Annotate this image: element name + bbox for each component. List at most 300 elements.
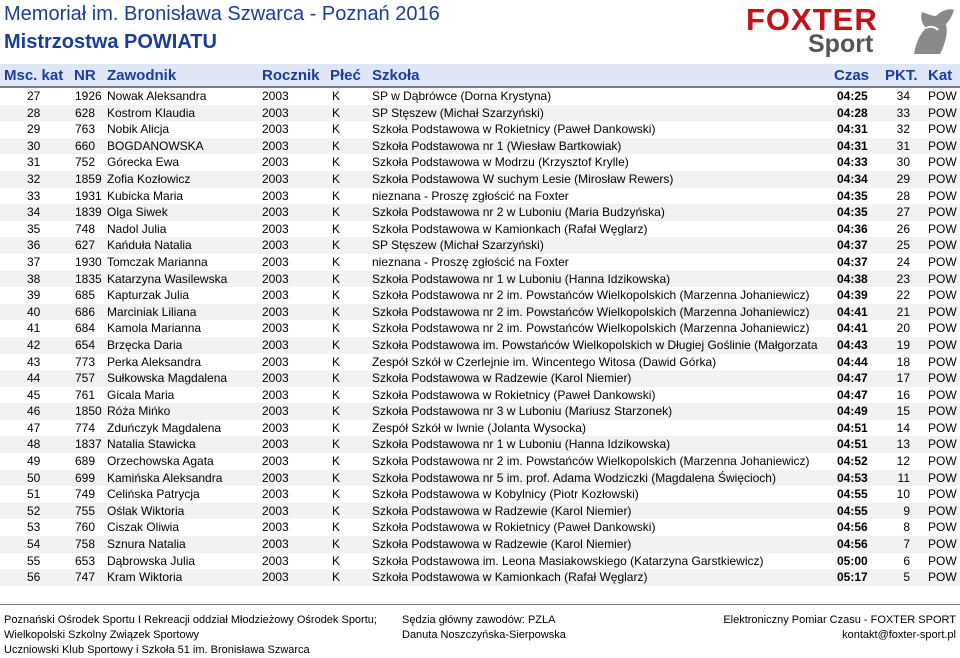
cell-school: nieznana - Proszę zgłościć na Foxter bbox=[372, 254, 569, 269]
cell-time: 04:55 bbox=[837, 487, 868, 502]
table-row bbox=[0, 403, 960, 420]
cell-school: Szkoła Podstawowa nr 2 im. Powstańców Wielkopolskich (Marzenna Johaniewicz) bbox=[372, 304, 810, 319]
table-row bbox=[0, 387, 960, 404]
cell-time: 04:47 bbox=[837, 371, 868, 386]
cell-sex: K bbox=[332, 537, 341, 552]
cell-category: POW bbox=[928, 470, 957, 485]
cell-place: 35 bbox=[27, 221, 41, 236]
cell-points: 30 bbox=[896, 155, 910, 170]
cell-year: 2003 bbox=[262, 371, 289, 386]
cell-sex: K bbox=[332, 105, 341, 120]
cell-school: Zespół Szkół w Czerlejnie im. Wincentego Witosa (Dawid Górka) bbox=[372, 354, 717, 369]
cell-year: 2003 bbox=[262, 354, 289, 369]
cell-points: 16 bbox=[896, 387, 910, 402]
cell-year: 2003 bbox=[262, 520, 289, 535]
cell-school: Szkoła Podstawowa w Radzewie (Karol Niemier) bbox=[372, 371, 632, 386]
table-row bbox=[0, 287, 960, 304]
cell-year: 2003 bbox=[262, 155, 289, 170]
cell-place: 40 bbox=[27, 304, 41, 319]
cell-school: Szkoła Podstawowa nr 1 (Wiesław Bartkowiak) bbox=[372, 138, 622, 153]
cell-time: 04:47 bbox=[837, 387, 868, 402]
cell-category: POW bbox=[928, 105, 957, 120]
cell-school: Szkoła Podstawowa w Rokietnicy (Paweł Dankowski) bbox=[372, 520, 656, 535]
cell-bib: 654 bbox=[75, 337, 96, 352]
cell-category: POW bbox=[928, 155, 957, 170]
footer-judge-label: Sędzia główny zawodów: PZLA bbox=[402, 614, 556, 626]
table-row bbox=[0, 88, 960, 105]
cell-bib: 752 bbox=[75, 155, 96, 170]
table-row bbox=[0, 254, 960, 271]
cell-time: 04:31 bbox=[837, 138, 868, 153]
cell-bib: 1839 bbox=[75, 205, 102, 220]
cell-year: 2003 bbox=[262, 188, 289, 203]
cell-points: 34 bbox=[896, 89, 910, 103]
cell-sex: K bbox=[332, 454, 341, 469]
cell-athlete: Róża Mińko bbox=[107, 404, 171, 419]
cell-year: 2003 bbox=[262, 271, 289, 286]
footer-timing: Elektroniczny Pomiar Czasu - FOXTER SPORT bbox=[723, 614, 956, 626]
table-row bbox=[0, 154, 960, 171]
table-row bbox=[0, 536, 960, 553]
cell-category: POW bbox=[928, 387, 957, 402]
cell-category: POW bbox=[928, 570, 957, 585]
cell-place: 54 bbox=[27, 537, 41, 552]
cell-category: POW bbox=[928, 454, 957, 469]
cell-bib: 749 bbox=[75, 487, 96, 502]
cell-time: 04:56 bbox=[837, 520, 868, 535]
cell-school: Szkoła Podstawowa W suchym Lesie (Mirosław Rewers) bbox=[372, 171, 674, 186]
table-row bbox=[0, 271, 960, 288]
cell-place: 41 bbox=[27, 321, 41, 336]
cell-category: POW bbox=[928, 89, 957, 103]
cell-time: 04:25 bbox=[837, 89, 868, 103]
cell-athlete: Nowak Aleksandra bbox=[107, 89, 207, 103]
cell-points: 27 bbox=[896, 205, 910, 220]
cell-category: POW bbox=[928, 138, 957, 153]
cell-place: 43 bbox=[27, 354, 41, 369]
cell-school: Szkoła Podstawowa w Radzewie (Karol Niemier) bbox=[372, 537, 632, 552]
cell-sex: K bbox=[332, 520, 341, 535]
cell-year: 2003 bbox=[262, 387, 289, 402]
cell-category: POW bbox=[928, 171, 957, 186]
cell-place: 49 bbox=[27, 454, 41, 469]
cell-school: Szkoła Podstawowa w Kobylnicy (Piotr Kozłowski) bbox=[372, 487, 639, 502]
cell-time: 04:35 bbox=[837, 188, 868, 203]
cell-bib: 757 bbox=[75, 371, 96, 386]
table-row bbox=[0, 519, 960, 536]
cell-place: 27 bbox=[27, 89, 41, 103]
cell-athlete: BOGDANOWSKA bbox=[107, 138, 204, 153]
table-row bbox=[0, 237, 960, 254]
cell-bib: 1859 bbox=[75, 171, 102, 186]
logo-text-sport: Sport bbox=[808, 30, 874, 58]
cell-time: 04:35 bbox=[837, 205, 868, 220]
cell-time: 04:51 bbox=[837, 437, 868, 452]
cell-year: 2003 bbox=[262, 337, 289, 352]
cell-bib: 684 bbox=[75, 321, 96, 336]
cell-points: 8 bbox=[903, 520, 910, 535]
cell-points: 13 bbox=[896, 437, 910, 452]
cell-time: 04:56 bbox=[837, 537, 868, 552]
cell-school: Szkoła Podstawowa im. Leona Masiakowskiego (Katarzyna Garstkiewicz) bbox=[372, 553, 764, 568]
footer-judge-name: Danuta Noszczyńska-Sierpowska bbox=[402, 629, 566, 641]
cell-category: POW bbox=[928, 205, 957, 220]
cell-school: Szkoła Podstawowa w Kamionkach (Rafał Węglarz) bbox=[372, 221, 648, 236]
cell-year: 2003 bbox=[262, 420, 289, 435]
cell-bib: 699 bbox=[75, 470, 96, 485]
cell-sex: K bbox=[332, 354, 341, 369]
footer-org1: Poznański Ośrodek Sportu I Rekreacji oddział Młodzieżowy Ośrodek Sportu; bbox=[4, 614, 377, 626]
cell-year: 2003 bbox=[262, 537, 289, 552]
cell-year: 2003 bbox=[262, 321, 289, 336]
cell-sex: K bbox=[332, 321, 341, 336]
cell-category: POW bbox=[928, 537, 957, 552]
cell-bib: 1931 bbox=[75, 188, 102, 203]
table-row bbox=[0, 503, 960, 520]
cell-bib: 1850 bbox=[75, 404, 102, 419]
cell-category: POW bbox=[928, 288, 957, 303]
cell-points: 14 bbox=[896, 420, 910, 435]
cell-category: POW bbox=[928, 238, 957, 253]
cell-sex: K bbox=[332, 437, 341, 452]
cell-category: POW bbox=[928, 122, 957, 137]
cell-bib: 1835 bbox=[75, 271, 102, 286]
cell-points: 10 bbox=[896, 487, 910, 502]
cell-athlete: Zofia Kozłowicz bbox=[107, 171, 191, 186]
cell-place: 38 bbox=[27, 271, 41, 286]
cell-sex: K bbox=[332, 553, 341, 568]
cell-points: 18 bbox=[896, 354, 910, 369]
cell-category: POW bbox=[928, 371, 957, 386]
cell-bib: 758 bbox=[75, 537, 96, 552]
cell-school: Zespół Szkół w Iwnie (Jolanta Wysocka) bbox=[372, 420, 586, 435]
cell-category: POW bbox=[928, 503, 957, 518]
logo-text-foxter: FOXTER bbox=[746, 2, 878, 37]
cell-school: Szkoła Podstawowa nr 5 im. prof. Adama Wodziczki (Magdalena Święcioch) bbox=[372, 470, 776, 485]
page-header bbox=[0, 0, 960, 60]
cell-points: 6 bbox=[903, 553, 910, 568]
cell-time: 04:44 bbox=[837, 354, 868, 369]
cell-category: POW bbox=[928, 188, 957, 203]
cell-bib: 627 bbox=[75, 238, 96, 253]
cell-category: POW bbox=[928, 354, 957, 369]
cell-bib: 761 bbox=[75, 387, 96, 402]
cell-athlete: Kram Wiktoria bbox=[107, 570, 183, 585]
cell-sex: K bbox=[332, 288, 341, 303]
cell-category: POW bbox=[928, 271, 957, 286]
cell-sex: K bbox=[332, 304, 341, 319]
table-row bbox=[0, 553, 960, 570]
cell-category: POW bbox=[928, 221, 957, 236]
cell-bib: 1930 bbox=[75, 254, 102, 269]
table-row bbox=[0, 370, 960, 387]
cell-year: 2003 bbox=[262, 503, 289, 518]
cell-points: 20 bbox=[896, 321, 910, 336]
cell-time: 05:00 bbox=[837, 553, 868, 568]
cell-sex: K bbox=[332, 337, 341, 352]
cell-athlete: Nobik Alicja bbox=[107, 122, 170, 137]
cell-category: POW bbox=[928, 487, 957, 502]
cell-place: 51 bbox=[27, 487, 41, 502]
cell-athlete: Brzęcka Daria bbox=[107, 337, 183, 352]
col-header-name: Zawodnik bbox=[107, 67, 177, 84]
table-row bbox=[0, 171, 960, 188]
cell-athlete: Gicala Maria bbox=[107, 387, 175, 402]
cell-points: 32 bbox=[896, 122, 910, 137]
cell-year: 2003 bbox=[262, 553, 289, 568]
cell-place: 55 bbox=[27, 553, 41, 568]
cell-bib: 1837 bbox=[75, 437, 102, 452]
cell-year: 2003 bbox=[262, 487, 289, 502]
cell-place: 42 bbox=[27, 337, 41, 352]
cell-sex: K bbox=[332, 89, 341, 103]
cell-year: 2003 bbox=[262, 138, 289, 153]
cell-athlete: Zduńczyk Magdalena bbox=[107, 420, 222, 435]
table-row bbox=[0, 453, 960, 470]
col-header-year: Rocznik bbox=[262, 67, 320, 84]
table-row bbox=[0, 121, 960, 138]
cell-points: 24 bbox=[896, 254, 910, 269]
cell-place: 45 bbox=[27, 387, 41, 402]
cell-school: Szkoła Podstawowa nr 3 w Luboniu (Mariusz Starzonek) bbox=[372, 404, 673, 419]
cell-sex: K bbox=[332, 205, 341, 220]
cell-year: 2003 bbox=[262, 122, 289, 137]
cell-place: 52 bbox=[27, 503, 41, 518]
page-footer bbox=[0, 612, 960, 658]
cell-category: POW bbox=[928, 337, 957, 352]
cell-sex: K bbox=[332, 470, 341, 485]
cell-points: 11 bbox=[897, 470, 910, 485]
cell-athlete: Kostrom Klaudia bbox=[107, 105, 196, 120]
table-row bbox=[0, 320, 960, 337]
cell-athlete: Orzechowska Agata bbox=[107, 454, 214, 469]
cell-year: 2003 bbox=[262, 254, 289, 269]
cell-athlete: Ciszak Oliwia bbox=[107, 520, 180, 535]
cell-points: 29 bbox=[896, 171, 910, 186]
cell-athlete: Sułkowska Magdalena bbox=[107, 371, 228, 386]
cell-bib: 628 bbox=[75, 105, 96, 120]
cell-place: 29 bbox=[27, 122, 41, 137]
col-header-pkt: PKT. bbox=[885, 67, 918, 84]
cell-sex: K bbox=[332, 122, 341, 137]
cell-school: SP w Dąbrówce (Dorna Krystyna) bbox=[372, 89, 552, 103]
cell-place: 36 bbox=[27, 238, 41, 253]
col-header-sex: Płeć bbox=[330, 67, 361, 84]
cell-athlete: Kańduła Natalia bbox=[107, 238, 192, 253]
cell-place: 39 bbox=[27, 288, 41, 303]
cell-place: 50 bbox=[27, 470, 41, 485]
cell-bib: 755 bbox=[75, 503, 96, 518]
cell-category: POW bbox=[928, 420, 957, 435]
footer-divider bbox=[0, 604, 960, 605]
cell-sex: K bbox=[332, 420, 341, 435]
cell-category: POW bbox=[928, 437, 957, 452]
cell-category: POW bbox=[928, 404, 957, 419]
cell-points: 19 bbox=[896, 337, 910, 352]
cell-school: Szkoła Podstawowa w Rokietnicy (Paweł Dankowski) bbox=[372, 122, 656, 137]
cell-athlete: Kubicka Maria bbox=[107, 188, 184, 203]
cell-bib: 685 bbox=[75, 288, 96, 303]
cell-time: 04:43 bbox=[837, 337, 868, 352]
cell-place: 46 bbox=[27, 404, 41, 419]
cell-school: Szkoła Podstawowa im. Powstańców Wielkopolskich w Długiej Goślinie (Małgorzata bbox=[372, 337, 818, 352]
cell-year: 2003 bbox=[262, 454, 289, 469]
cell-time: 04:49 bbox=[837, 404, 868, 419]
cell-time: 04:52 bbox=[837, 454, 868, 469]
cell-bib: 660 bbox=[75, 138, 96, 153]
cell-school: Szkoła Podstawowa w Rokietnicy (Paweł Dankowski) bbox=[372, 387, 656, 402]
cell-sex: K bbox=[332, 254, 341, 269]
cell-time: 04:41 bbox=[837, 321, 868, 336]
table-row bbox=[0, 304, 960, 321]
cell-athlete: Natalia Stawicka bbox=[107, 437, 196, 452]
col-header-msc: Msc. kat bbox=[4, 67, 64, 84]
cell-athlete: Oślak Wiktoria bbox=[107, 503, 185, 518]
cell-year: 2003 bbox=[262, 437, 289, 452]
cell-time: 04:39 bbox=[837, 288, 868, 303]
cell-year: 2003 bbox=[262, 171, 289, 186]
page-title: Memoriał im. Bronisława Szwarca - Poznań 2016 bbox=[4, 3, 440, 25]
cell-points: 25 bbox=[896, 238, 910, 253]
cell-points: 7 bbox=[903, 537, 910, 552]
cell-sex: K bbox=[332, 171, 341, 186]
cell-sex: K bbox=[332, 503, 341, 518]
cell-bib: 747 bbox=[75, 570, 96, 585]
cell-time: 04:28 bbox=[837, 105, 868, 120]
cell-bib: 763 bbox=[75, 122, 96, 137]
cell-bib: 748 bbox=[75, 221, 96, 236]
cell-year: 2003 bbox=[262, 304, 289, 319]
footer-org2: Wielkopolski Szkolny Związek Sportowy bbox=[4, 629, 200, 641]
footer-org3: Uczniowski Klub Sportowy i Szkoła 51 im. Bronisława Szwarca bbox=[4, 644, 310, 656]
table-row bbox=[0, 138, 960, 155]
cell-sex: K bbox=[332, 221, 341, 236]
cell-school: Szkoła Podstawowa nr 1 w Luboniu (Hanna Idzikowska) bbox=[372, 271, 671, 286]
cell-points: 26 bbox=[896, 221, 910, 236]
cell-bib: 689 bbox=[75, 454, 96, 469]
cell-sex: K bbox=[332, 404, 341, 419]
cell-year: 2003 bbox=[262, 570, 289, 585]
cell-place: 44 bbox=[27, 371, 41, 386]
col-header-nr: NR bbox=[74, 67, 96, 84]
cell-school: Szkoła Podstawowa w Kamionkach (Rafał Węglarz) bbox=[372, 570, 648, 585]
cell-place: 31 bbox=[27, 155, 41, 170]
cell-time: 04:38 bbox=[837, 271, 868, 286]
cell-time: 04:31 bbox=[837, 122, 868, 137]
cell-points: 17 bbox=[896, 371, 910, 386]
table-row bbox=[0, 420, 960, 437]
cell-time: 04:41 bbox=[837, 304, 868, 319]
cell-points: 12 bbox=[896, 454, 910, 469]
table-row bbox=[0, 204, 960, 221]
cell-time: 04:53 bbox=[837, 470, 868, 485]
col-header-school: Szkoła bbox=[372, 67, 420, 84]
cell-year: 2003 bbox=[262, 288, 289, 303]
table-row bbox=[0, 354, 960, 371]
cell-school: SP Stęszew (Michał Szarzyński) bbox=[372, 238, 544, 253]
cell-athlete: Kamola Marianna bbox=[107, 321, 202, 336]
cell-year: 2003 bbox=[262, 205, 289, 220]
cell-points: 31 bbox=[896, 138, 910, 153]
cell-athlete: Marciniak Liliana bbox=[107, 304, 197, 319]
cell-athlete: Dąbrowska Julia bbox=[107, 553, 196, 568]
cell-school: Szkoła Podstawowa nr 2 w Luboniu (Maria Budzyńska) bbox=[372, 205, 665, 220]
cell-athlete: Kapturzak Julia bbox=[107, 288, 190, 303]
cell-school: nieznana - Proszę zgłościć na Foxter bbox=[372, 188, 569, 203]
cell-bib: 653 bbox=[75, 553, 96, 568]
cell-bib: 774 bbox=[75, 420, 96, 435]
horse-head-icon bbox=[906, 4, 956, 56]
cell-time: 05:17 bbox=[837, 570, 868, 585]
cell-category: POW bbox=[928, 304, 957, 319]
cell-place: 33 bbox=[27, 188, 41, 203]
cell-points: 23 bbox=[896, 271, 910, 286]
cell-category: POW bbox=[928, 520, 957, 535]
table-row bbox=[0, 337, 960, 354]
cell-time: 04:37 bbox=[837, 238, 868, 253]
cell-time: 04:33 bbox=[837, 155, 868, 170]
cell-category: POW bbox=[928, 553, 957, 568]
cell-bib: 773 bbox=[75, 354, 96, 369]
cell-time: 04:37 bbox=[837, 254, 868, 269]
cell-school: SP Stęszew (Michał Szarzyński) bbox=[372, 105, 544, 120]
col-header-time: Czas bbox=[834, 67, 870, 84]
cell-place: 47 bbox=[27, 420, 41, 435]
cell-points: 5 bbox=[903, 570, 910, 585]
table-row bbox=[0, 221, 960, 238]
cell-bib: 686 bbox=[75, 304, 96, 319]
cell-points: 9 bbox=[903, 503, 910, 518]
table-row bbox=[0, 188, 960, 205]
cell-sex: K bbox=[332, 155, 341, 170]
table-row bbox=[0, 105, 960, 122]
cell-place: 53 bbox=[27, 520, 41, 535]
cell-bib: 760 bbox=[75, 520, 96, 535]
cell-points: 22 bbox=[896, 288, 910, 303]
cell-athlete: Celińska Patrycja bbox=[107, 487, 200, 502]
cell-school: Szkoła Podstawowa w Radzewie (Karol Niemier) bbox=[372, 503, 632, 518]
cell-sex: K bbox=[332, 238, 341, 253]
cell-place: 32 bbox=[27, 171, 41, 186]
table-row bbox=[0, 569, 960, 586]
table-row bbox=[0, 436, 960, 453]
cell-place: 48 bbox=[27, 437, 41, 452]
cell-place: 34 bbox=[27, 205, 41, 220]
cell-school: Szkoła Podstawowa w Modrzu (Krzysztof Krylle) bbox=[372, 155, 629, 170]
cell-points: 21 bbox=[896, 304, 910, 319]
cell-athlete: Perka Aleksandra bbox=[107, 354, 202, 369]
table-row bbox=[0, 470, 960, 487]
cell-year: 2003 bbox=[262, 404, 289, 419]
cell-points: 15 bbox=[896, 404, 910, 419]
cell-athlete: Kamińska Aleksandra bbox=[107, 470, 223, 485]
footer-contact[interactable]: kontakt@foxter-sport.pl bbox=[842, 629, 956, 641]
cell-points: 28 bbox=[896, 188, 910, 203]
cell-place: 37 bbox=[27, 254, 41, 269]
cell-sex: K bbox=[332, 371, 341, 386]
cell-sex: K bbox=[332, 570, 341, 585]
cell-time: 04:36 bbox=[837, 221, 868, 236]
cell-points: 33 bbox=[896, 105, 910, 120]
column-header-row bbox=[0, 64, 960, 86]
cell-year: 2003 bbox=[262, 238, 289, 253]
cell-category: POW bbox=[928, 254, 957, 269]
cell-athlete: Olga Siwek bbox=[107, 205, 168, 220]
cell-school: Szkoła Podstawowa nr 2 im. Powstańców Wielkopolskich (Marzenna Johaniewicz) bbox=[372, 288, 810, 303]
cell-sex: K bbox=[332, 138, 341, 153]
cell-school: Szkoła Podstawowa nr 2 im. Powstańców Wielkopolskich (Marzenna Johaniewicz) bbox=[372, 321, 810, 336]
cell-sex: K bbox=[332, 188, 341, 203]
